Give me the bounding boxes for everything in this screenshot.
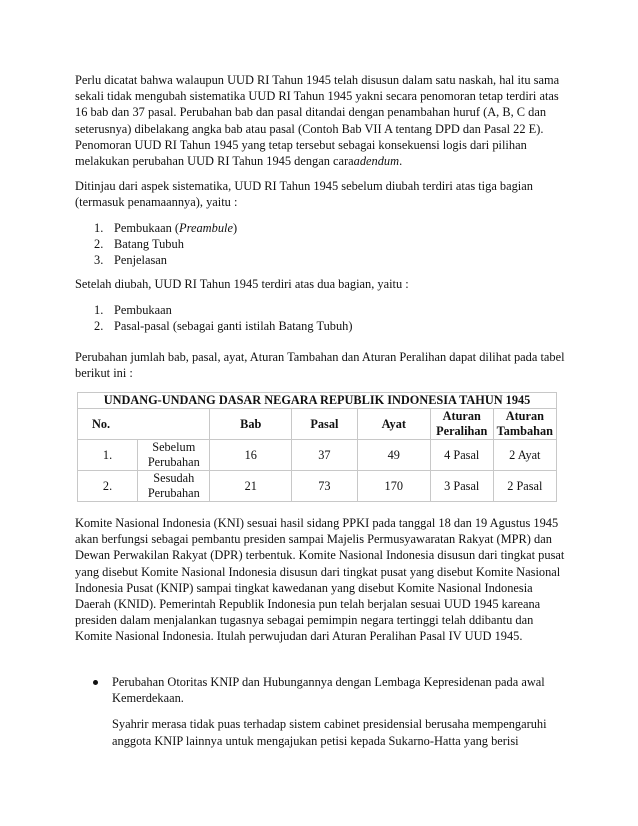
cell-bab: 16: [210, 440, 292, 471]
list-item: [94, 252, 237, 268]
numbered-list-sebelum: [94, 220, 237, 269]
list-item: [94, 302, 352, 318]
header-no: No.: [78, 409, 210, 440]
cell-peralihan: 4 Pasal: [430, 440, 493, 471]
list-text: Pembukaan: [114, 303, 172, 317]
cell-peralihan: 3 Pasal: [430, 471, 493, 502]
list-text-end: ): [232, 221, 238, 235]
cell-label: Sebelum Perubahan: [138, 440, 210, 471]
header-ayat: Ayat: [357, 409, 430, 440]
paragraph-italic-term: adendum: [353, 154, 400, 169]
paragraph-sistematika: [75, 72, 570, 169]
list-italic-text: Preambule: [179, 221, 233, 235]
paragraph-text-end: .: [399, 154, 403, 169]
table-row: [78, 471, 557, 502]
bullet-text: Perubahan Otoritas KNIP dan Hubungannya dengan Lembaga Kepresidenan pada awal Kemerdekaan.: [112, 675, 545, 706]
cell-pasal: 73: [292, 471, 358, 502]
paragraph-komite-nasional: Komite Nasional Indonesia (KNI) sesuai hasil sidang PPKI pada tanggal 18 dan 19 Agustus 1945 akan berfungsi sebagai pembantu presiden sampai Majelis Permusyawaratan Rakyat (MPR) dan Dewan Perwakilan Rakyat (DPR) terbentuk. Komite Nasional Indonesia disusun dari tingkat pusat yang disebut Komite Nasional Indonesia disusun dari tingkat pusat yang disebut Komite Nasional Indonesia Pusat (KNIP) sampai tingkat kawedanan yang disebut Komite Nasional Indonesia Daerah (KNID). Pemerintah Republik Indonesia pun telah berjalan sesuai UUD 1945 kareana presiden dalam menjalankan tugasnya sebagai pemimpin negara tertinggi telah ddibantu dan Komite Nasional Indonesia. Itulah perwujudan dari Aturan Peralihan Pasal IV UUD 1945.: [75, 516, 565, 644]
cell-no: 2.: [78, 471, 138, 502]
list-item: [94, 318, 352, 334]
cell-bab: 21: [210, 471, 292, 502]
cell-pasal: 37: [292, 440, 358, 471]
cell-ayat: 49: [357, 440, 430, 471]
paragraph-text: Perlu dicatat bahwa walaupun UUD RI Tahun 1945 telah disusun dalam satu naskah, hal itu sama sekali tidak mengubah sistematika UUD RI Tahun 1945 yakni secara penomoran tetap terdiri atas 16 bab dan 37 pasal. Perubahan bab dan pasal ditandai dengan penambahan huruf (A, B, C dan seterusnya) dibelakang angka bab atau pasal (Contoh Bab VII A tentang DPD dan Pasal 22 E). Penomoran UUD RI Tahun 1945 yang tetap tersebut sebagai konsekuensi logis dari pilihan melakukan perubahan UUD RI Tahun 1945 dengan cara: [75, 73, 560, 169]
paragraph-sebelum-diubah: Ditinjau dari aspek sistematika, UUD RI Tahun 1945 sebelum diubah terdiri atas tiga bagian (termasuk penamaannya), yaitu :: [75, 179, 533, 210]
paragraph-perubahan-jumlah: Perubahan jumlah bab, pasal, ayat, Aturan Tambahan dan Aturan Peralihan dapat dilihat pada tabel berikut ini :: [75, 350, 565, 381]
list-number: 1.: [94, 303, 104, 317]
cell-ayat: 170: [357, 471, 430, 502]
bullet-subparagraph: Syahrir merasa tidak puas terhadap sistem cabinet presidensial berusaha mempengaruhi anggota KNIP lainnya untuk mengajukan petisi kepada Sukarno-Hatta yang berisi: [112, 717, 547, 748]
list-number: 2.: [94, 319, 104, 334]
bullet-list: [93, 674, 571, 749]
cell-tambahan: 2 Ayat: [493, 440, 556, 471]
list-text: Pasal-pasal (sebagai ganti istilah Batang Tubuh): [114, 319, 353, 334]
table-row: [78, 440, 557, 471]
list-text: Pembukaan (: [114, 221, 180, 235]
header-pasal: Pasal: [292, 409, 358, 440]
bullet-item: [93, 674, 571, 749]
cell-tambahan: 2 Pasal: [493, 471, 556, 502]
list-text: Penjelasan: [114, 253, 167, 268]
list-number: 2.: [94, 237, 104, 252]
list-number: 1.: [94, 221, 104, 235]
paragraph-setelah-diubah: Setelah diubah, UUD RI Tahun 1945 terdiri atas dua bagian, yaitu :: [75, 277, 409, 291]
header-aturan-tambahan: Aturan Tambahan: [493, 409, 556, 440]
bullet-icon: [93, 680, 98, 685]
header-aturan-peralihan: Aturan Peralihan: [430, 409, 493, 440]
numbered-list-setelah: [94, 302, 352, 334]
cell-no: 1.: [78, 440, 138, 471]
list-item: [94, 236, 237, 252]
comparison-table: [77, 392, 557, 502]
list-number: 3.: [94, 253, 104, 268]
list-item: [94, 220, 237, 236]
cell-label: Sesudah Perubahan: [138, 471, 210, 502]
list-text: Batang Tubuh: [114, 237, 184, 252]
table-title: UNDANG-UNDANG DASAR NEGARA REPUBLIK INDONESIA TAHUN 1945: [78, 393, 557, 409]
table-header-row: [78, 409, 557, 440]
header-bab: Bab: [210, 409, 292, 440]
